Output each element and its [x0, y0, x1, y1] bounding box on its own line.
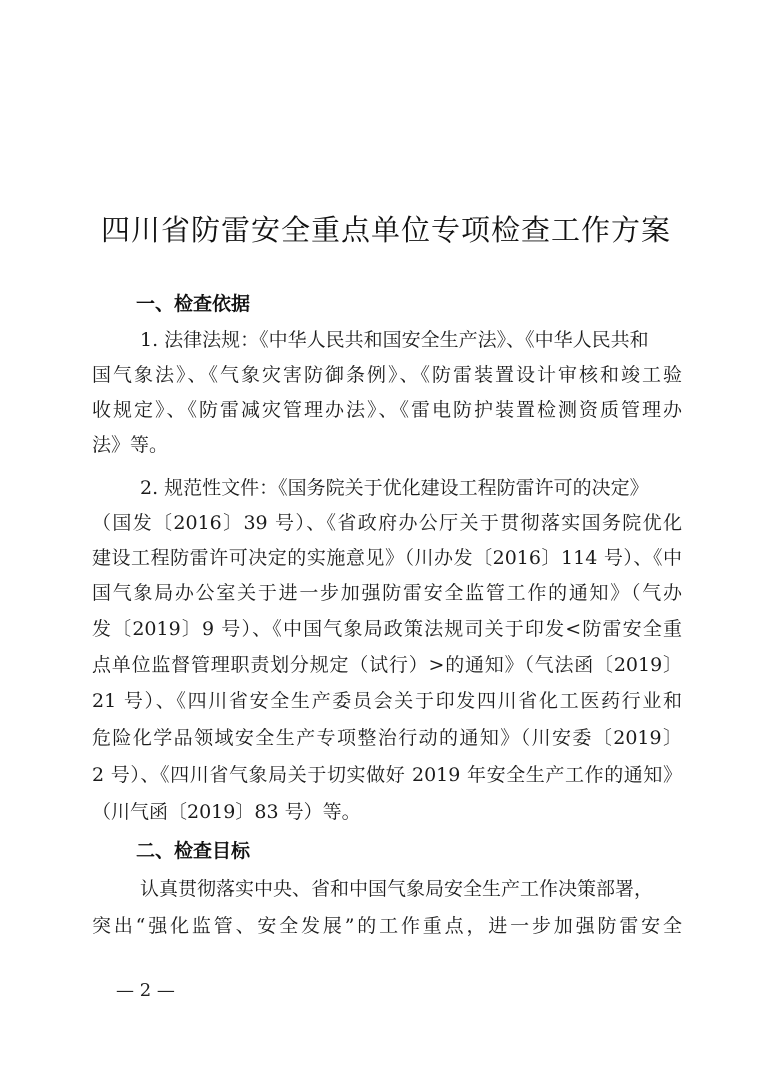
paragraph-line: 突出“强化监管、安全发展”的工作重点，进一步加强防雷安全: [92, 915, 682, 937]
paragraph-line: 2 号）、《四川省气象局关于切实做好 2019 年安全生产工作的通知》: [92, 764, 682, 786]
paragraph-line: 法》等。: [92, 434, 169, 456]
section-heading-basis: 一、检查依据: [136, 293, 251, 315]
paragraph-line: 21 号）、《四川省安全生产委员会关于印发四川省化工医药行业和: [92, 690, 682, 712]
paragraph-line: 收规定》、《防雷减灾管理办法》、《雷电防护装置检测资质管理办: [92, 399, 682, 421]
paragraph-line: 认真贯彻落实中央、省和中国气象局安全生产工作决策部署，: [140, 878, 654, 900]
paragraph-line: 发〔2019〕9 号）、《中国气象局政策法规司关于印发<防雷安全重: [92, 618, 682, 640]
paragraph-line: 国气象局办公室关于进一步加强防雷安全监管工作的通知》（气办: [92, 582, 682, 604]
paragraph-line: （国发〔2016〕39 号）、《省政府办公厅关于贯彻落实国务院优化: [92, 512, 682, 534]
page-number: — 2 —: [116, 980, 175, 1001]
paragraph-line: 点单位监督管理职责划分规定（试行）>的通知》（气法函〔2019〕: [92, 654, 682, 676]
paragraph-line: 建设工程防雷许可决定的实施意见》（川办发〔2016〕114 号）、《中: [92, 547, 682, 569]
paragraph-line: 2. 规范性文件：《国务院关于优化建设工程防雷许可的决定》: [140, 477, 649, 499]
paragraph-line: 危险化学品领域安全生产专项整治行动的通知》（川安委〔2019〕: [92, 727, 682, 749]
paragraph-line: （川气函〔2019〕83 号）等。: [92, 801, 361, 823]
section-heading-goal: 二、检查目标: [136, 840, 251, 862]
document-title: 四川省防雷安全重点单位专项检查工作方案: [100, 213, 671, 247]
paragraph-line: 1. 法律法规：《中华人民共和国安全生产法》、《中华人民共和: [140, 329, 649, 351]
paragraph-line: 国气象法》、《气象灾害防御条例》、《防雷装置设计审核和竣工验: [92, 364, 682, 386]
